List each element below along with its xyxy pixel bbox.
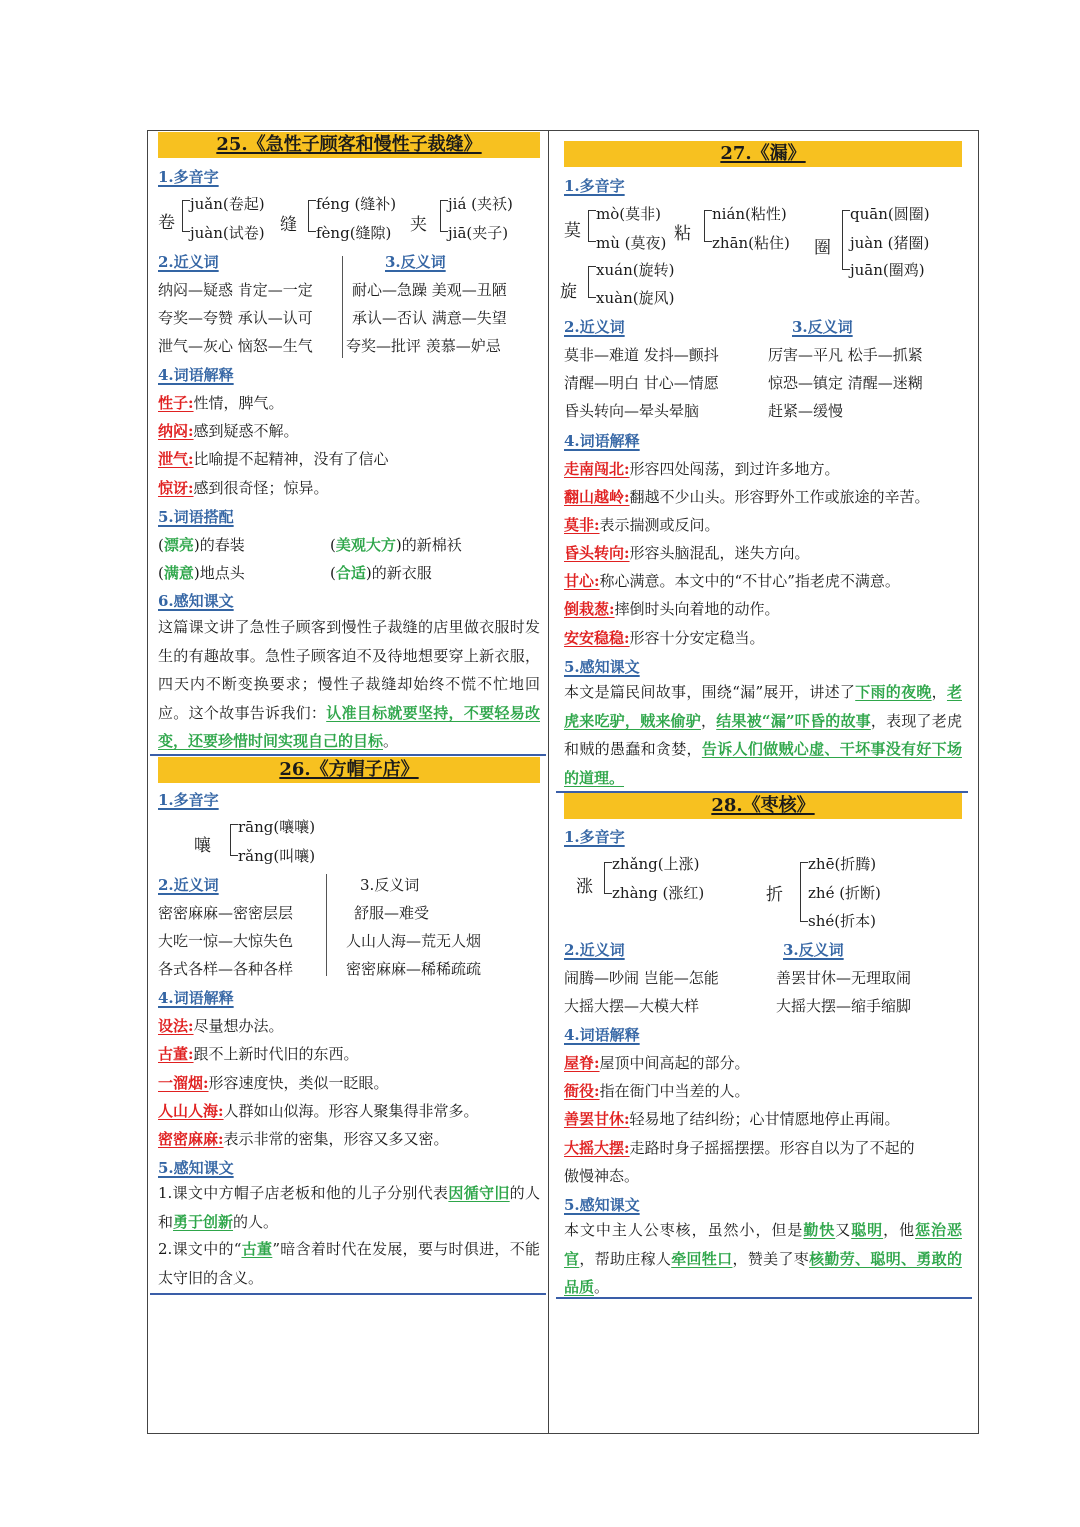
l27-bracket-mo [588, 210, 596, 242]
l28-heading-words: 4.词语解释 [564, 1026, 640, 1044]
l26-heading-words: 4.词语解释 [158, 989, 234, 1007]
l26-word-1: 设法:尽量想办法。 [158, 1017, 284, 1035]
l26-heading-polyphone: 1.多音字 [158, 791, 219, 809]
l28-zhe-1: zhē(折腾) [808, 855, 877, 873]
l27-ant-2: 惊恐—镇定 清醒—迷糊 [768, 374, 923, 392]
l27-word-1: 走南闯北:形容四处闯荡，到过许多地方。 [564, 460, 840, 478]
l25-colloc-3: (满意)地点头 [158, 564, 245, 582]
l27-ant-1: 厉害—平凡 松手—抓紧 [768, 346, 923, 364]
l25-heading-collocations: 5.词语搭配 [158, 508, 234, 526]
l27-word-4: 昏头转向:形容头脑混乱，迷失方向。 [564, 544, 810, 562]
l28-word-3: 善罢甘休:轻易地了结纠纷；心甘情愿地停止再闹。 [564, 1110, 900, 1128]
l27-ant-3: 赶紧—缓慢 [768, 402, 844, 420]
column-divider [548, 130, 549, 1434]
l28-char-zhe: 折 [766, 885, 783, 905]
l27-quan-1: quān(圆圈) [850, 205, 930, 223]
l25-bracket-feng [308, 200, 316, 232]
l28-heading-antonyms: 3.反义词 [783, 941, 844, 959]
l28-summary: 本文中主人公枣核，虽然小，但是勤快又聪明，他惩治恶官，帮助庄稼人牵回牲口，赞美了枣核勤劳、聪明、勇敢的品质。 [564, 1221, 962, 1296]
l27-mo-1: mò(莫非) [596, 205, 661, 223]
l27-char-zhan: 粘 [674, 224, 691, 244]
l28-bracket-zhe [800, 862, 808, 922]
l27-bracket-quan [842, 210, 850, 270]
l25-colloc-4: (合适)的新衣服 [330, 564, 432, 582]
l26-syn-3: 各式各样—各种各样 [158, 960, 294, 978]
l25-juan-2: juàn(试卷) [190, 224, 265, 242]
l28-zhe-3: shé(折本) [808, 912, 876, 930]
l25-colloc-2: (美观大方)的新棉袄 [330, 536, 462, 554]
l26-heading-synonyms: 2.近义词 [158, 876, 219, 894]
l26-summary-2: 2.课文中的“古董”暗含着时代在发展，要与时俱进，不能太守旧的含义。 [158, 1240, 540, 1287]
l25-feng-1: féng (缝补) [316, 195, 397, 213]
l27-mo-2: mù (莫夜) [596, 234, 667, 252]
l25-jia-2: jiā(夹子) [448, 224, 509, 242]
l26-separator [326, 874, 327, 976]
l27-xuan-1: xuán(旋转) [596, 261, 675, 279]
l25-feng-2: fèng(缝隙) [316, 224, 392, 242]
l27-summary: 本文是篇民间故事，围绕“漏”展开，讲述了下雨的夜晚，老虎来吃驴，贼来偷驴，结果被“漏”吓昏的故事，表现了老虎和贼的愚蠢和贪婪，告诉人们做贼心虚、干坏事没有好下场的道理。 [564, 683, 962, 787]
l25-bracket-juan [182, 200, 190, 232]
l27-bracket-zhan [704, 210, 712, 242]
l26-word-4: 人山人海:人群如山似海。形容人聚集得非常多。 [158, 1102, 479, 1120]
l25-word-1: 性子:性情，脾气。 [158, 394, 284, 412]
l26-rang-1: rāng(嚷嚷) [238, 818, 316, 836]
l27-word-6: 倒栽葱:摔倒时头向着地的动作。 [564, 600, 780, 618]
l28-zhe-2: zhé (折断) [808, 884, 881, 902]
l27-bracket-xuan [588, 266, 596, 298]
l25-summary: 这篇课文讲了急性子顾客到慢性子裁缝的店里做衣服时发生的有趣故事。急性子顾客迫不及待地想要穿上新衣服，四天内不断变换要求；慢性子裁缝却始终不慌不忙地回应。这个故事告诉我们：认准目标就要坚持，不要轻易改变，还要珍惜时间实现自己的目标。 [158, 618, 540, 750]
l26-rang-2: rǎng(叫嚷) [238, 847, 316, 865]
l25-syn-3: 泄气—灰心 恼怒—生气 [158, 337, 313, 355]
l26-ant-1: 舒服—难受 [354, 904, 430, 922]
l28-heading-synonyms: 2.近义词 [564, 941, 625, 959]
lesson-28-title: 28.《枣核》 [564, 793, 962, 819]
lesson-25-title: 25.《急性子顾客和慢性子裁缝》 [158, 132, 540, 158]
l28-word-1: 屋脊:屋顶中间高起的部分。 [564, 1054, 750, 1072]
l27-xuan-2: xuàn(旋风) [596, 289, 675, 307]
l26-ant-2: 人山人海—荒无人烟 [346, 932, 482, 950]
l25-heading-polyphone: 1.多音字 [158, 168, 219, 186]
l27-quan-2: juàn (猪圈) [850, 234, 930, 252]
l25-juan-1: juǎn(卷起) [190, 195, 265, 213]
l28-word-4-cont: 傲慢神态。 [564, 1167, 640, 1185]
l26-syn-1: 密密麻麻—密密层层 [158, 904, 294, 922]
l28-ant-2: 大摇大摆—缩手缩脚 [776, 997, 912, 1015]
l26-bottom-rule [150, 1293, 546, 1295]
l25-char-feng: 缝 [280, 215, 297, 235]
l28-bracket-zhang [604, 862, 612, 894]
l25-bracket-jia [440, 200, 448, 232]
l26-word-5: 密密麻麻:表示非常的密集，形容又多又密。 [158, 1130, 449, 1148]
l27-heading-antonyms: 3.反义词 [792, 318, 853, 336]
l25-ant-2: 承认—否认 满意—失望 [352, 309, 507, 327]
l28-ant-1: 善罢甘休—无理取闹 [776, 969, 912, 987]
l26-word-3: 一溜烟:形容速度快，类似一眨眼。 [158, 1074, 389, 1092]
l28-bottom-rule [556, 1297, 972, 1299]
l27-heading-synonyms: 2.近义词 [564, 318, 625, 336]
l25-ant-1: 耐心—急躁 美观—丑陋 [352, 281, 507, 299]
l26-syn-2: 大吃一惊—大惊失色 [158, 932, 294, 950]
l25-heading-words: 4.词语解释 [158, 366, 234, 384]
l27-quan-3: juān(圈鸡) [850, 261, 925, 279]
l27-heading-polyphone: 1.多音字 [564, 177, 625, 195]
l28-char-zhang: 涨 [576, 877, 593, 897]
l26-bracket-rang [230, 824, 238, 856]
l27-word-2: 翻山越岭:翻越不少山头。形容野外工作或旅途的辛苦。 [564, 488, 930, 506]
l27-char-quan: 圈 [814, 238, 831, 258]
l28-word-2: 衙役:指在衙门中当差的人。 [564, 1082, 750, 1100]
l27-word-7: 安安稳稳:形容十分安定稳当。 [564, 629, 765, 647]
l28-zhang-2: zhàng (涨红) [612, 884, 705, 902]
l27-heading-words: 4.词语解释 [564, 432, 640, 450]
l25-ant-3: 夸奖—批评 羡慕—妒忌 [346, 337, 501, 355]
lesson-27-title: 27.《漏》 [564, 141, 962, 167]
l25-char-jia: 夹 [410, 215, 427, 235]
l25-heading-synonyms: 2.近义词 [158, 253, 219, 271]
l25-separator [342, 256, 343, 358]
l26-word-2: 古董:跟不上新时代旧的东西。 [158, 1045, 359, 1063]
l26-summary-1: 1.课文中方帽子店老板和他的儿子分别代表因循守旧的人和勇于创新的人。 [158, 1184, 540, 1231]
l25-colloc-1: (漂亮)的春装 [158, 536, 245, 554]
l27-syn-2: 清醒—明白 甘心—情愿 [564, 374, 719, 392]
l28-syn-2: 大摇大摆—大模大样 [564, 997, 700, 1015]
l25-heading-antonyms: 3.反义词 [385, 253, 446, 271]
l25-char-juan: 卷 [158, 213, 175, 233]
l25-syn-2: 夸奖—夸赞 承认—认可 [158, 309, 313, 327]
l26-heading-summary: 5.感知课文 [158, 1159, 234, 1177]
l25-word-2: 纳闷:感到疑惑不解。 [158, 422, 299, 440]
l27-char-mo: 莫 [564, 221, 581, 241]
l25-heading-summary: 6.感知课文 [158, 592, 234, 610]
l27-zhan-1: nián(粘性) [712, 205, 787, 223]
l26-heading-antonyms: 3.反义词 [360, 876, 420, 894]
l27-word-3: 莫非:表示揣测或反问。 [564, 516, 720, 534]
l25-bottom-rule [150, 754, 546, 756]
l25-syn-1: 纳闷—疑惑 肯定—一定 [158, 281, 313, 299]
l26-char-rang: 嚷 [194, 836, 211, 856]
l25-jia-1: jiá (夹袄) [448, 195, 513, 213]
l28-heading-polyphone: 1.多音字 [564, 828, 625, 846]
l27-char-xuan: 旋 [560, 282, 577, 302]
lesson-26-title: 26.《方帽子店》 [158, 757, 540, 783]
l27-zhan-2: zhān(粘住) [712, 234, 790, 252]
l26-ant-3: 密密麻麻—稀稀疏疏 [346, 960, 482, 978]
l25-word-4: 惊讶:感到很奇怪；惊异。 [158, 479, 329, 497]
l28-word-4: 大摇大摆:走路时身子摇摇摆摆。形容自以为了不起的 [564, 1139, 915, 1157]
l28-heading-summary: 5.感知课文 [564, 1196, 640, 1214]
l27-syn-1: 莫非—难道 发抖—颤抖 [564, 346, 719, 364]
l28-syn-1: 闹腾—吵闹 岂能—怎能 [564, 969, 719, 987]
l27-heading-summary: 5.感知课文 [564, 658, 640, 676]
l27-word-5: 甘心:称心满意。本文中的“不甘心”指老虎不满意。 [564, 572, 900, 590]
l28-zhang-1: zhǎng(上涨) [612, 855, 700, 873]
l27-syn-3: 昏头转向—晕头晕脑 [564, 402, 700, 420]
l25-word-3: 泄气:比喻提不起精神，没有了信心 [158, 450, 389, 468]
